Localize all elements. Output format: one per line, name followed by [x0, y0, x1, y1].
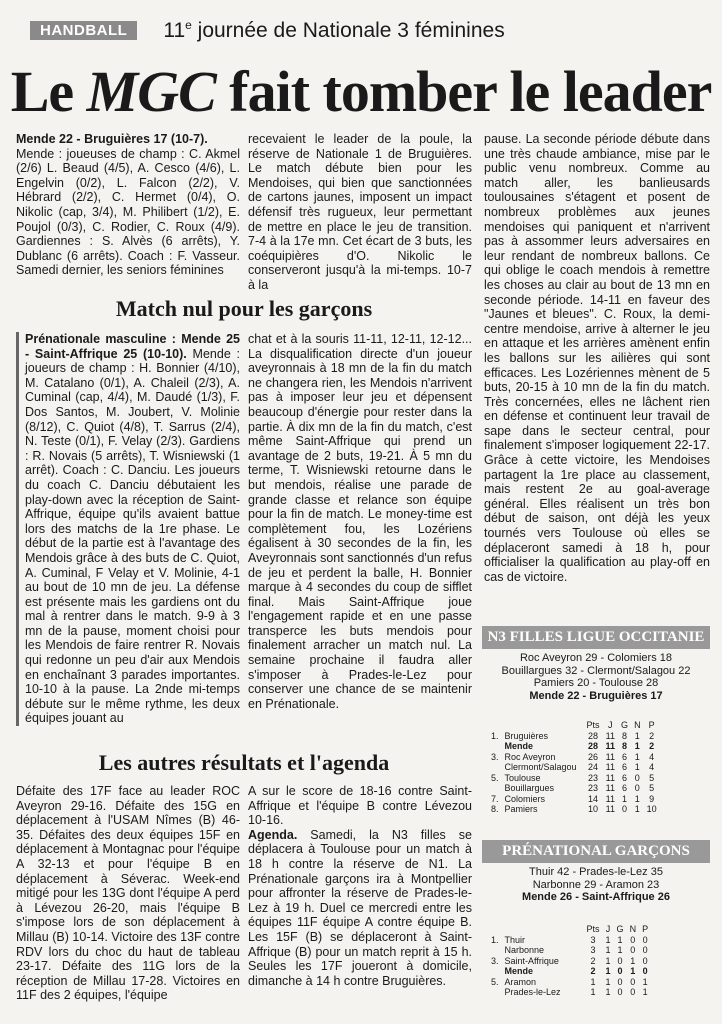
table-cell: 9: [649, 793, 655, 804]
table-cell: 11: [605, 793, 615, 804]
table-cell: 3.: [491, 751, 499, 762]
table-cell: Mende: [504, 741, 534, 751]
table-cell: 0: [617, 966, 623, 976]
agenda-label: Agenda.: [248, 827, 298, 842]
box1-results: [482, 652, 710, 702]
table-cell: 2: [649, 730, 655, 741]
headline-em: MGC: [86, 59, 216, 124]
table-cell: 6: [622, 751, 628, 762]
box1-result: Roc Aveyron 29 - Colomiers 18: [519, 652, 673, 664]
table-cell: 1: [634, 793, 640, 804]
table-cell: 0: [630, 945, 636, 955]
table-cell: 1: [642, 987, 648, 997]
table-cell: [488, 987, 502, 998]
table-cell: 1: [634, 804, 640, 814]
table-cell: 6: [622, 762, 628, 772]
table-cell: 11: [605, 772, 615, 783]
article2-col2: [248, 332, 472, 711]
article2-col1-text: Mende : joueurs de champ : H. Bonnier (4/10), M. Catalano (0/1), A. Chaleil (2/3), A. Cuminal (cap, 4/4), M. Daudé (1/3), F. Dos Santos, M. Joubert, V. Molinie (8/12), C. Quiot (4/8), T. Sarrus (2/4), N. Teste (0/1), F. Velay (2/3). Gardiens : R. Novais (5 arrêts), T. Wisniewski (1 arrêt). Coach : C. Danciu. Les joueurs du coach C. Danciu débutaient les play-down avec la réception de Saint-Affrique, équipe qu'ils avaient battue lors des matchs de la 1re phase. Le début de la partie est à l'avantage des Mendois grâce à des buts de C. Quiot, A. Cuminal, F Velay et V. Molinie, 4-1 au bout de 10 mn de jeu. La défense est présente mais les gardiens ont du mal à rentrer dans le match. 9-9 à 3 mn de la pause, moment choisi pour les Mendois de faire rentrer R. Novais qui redonne un peu d'air aux Mendois en enchaînant 3 parades importantes. 10-10 à la pause. La 2nde mi-temps débute sur le même rythme, les deux équipes jouant au: [25, 346, 241, 726]
table-row: [488, 935, 651, 946]
table-cell: [488, 966, 502, 977]
table-cell: 1: [605, 966, 611, 976]
table-cell: Roc Aveyron: [504, 751, 556, 762]
column-header: N: [629, 924, 637, 934]
table-cell: [488, 783, 502, 794]
table-cell: 0: [634, 772, 640, 783]
box2-highlight: Mende 26 - Saint-Affrique 26: [522, 891, 670, 903]
article2-col2-text: chat et à la souris 11-11, 12-11, 12-12... La disqualification directe d'un joueur aveyronnais à 18 mn de la fin du match ne changera rien, les Mendois n'arrivent pas à imposer leur jeu et dépensent beaucoup d'énergie pour rester dans la partie. À dix mn de la fin du match, c'est même Saint-Affrique qui prend un avantage de 2 buts, 19-21. À 5 mn du terme, T. Wisniewski retourne dans le but mendois, réalise une parade de grande classe et relance son équipe pour la fin de match. Le money-time est complètement fou, les Lozériens égalisent à 30 secondes de la fin, les Aveyronnais sont sanctionnés d'un refus de jeu et perdent la balle, H. Bonnier marque à 4 secondes du coup de sifflet final. Mais Saint-Affrique joue l'engagement rapide et en une passe transperce les buts mendois pour finalement arracher un match nul. La semaine prochaine il faudra aller s'imposer à Prades-le-Lez pour conserver une chance de se maintenir en Prénationale.: [248, 332, 472, 711]
article3-col2b-text: Samedi, la N3 filles se déplacera à Toulouse pour un match à 18 h contre la réserve de N1. La Prénationale garçons ira à Montpellier pour affronter la réserve de Prades-le-Lez à 19 h. Duel ce mercredi entre les équipes 11F équipe A contre équipe B. Les 15F (B) se déplaceront à Saint-Affrique (B) pour un match reprit à 15 h. Seules les 17F joueront à domicile, dimanche à 14 h contre Bruguières.: [248, 827, 472, 988]
article1-col3: [484, 132, 710, 584]
table-cell: 4: [649, 762, 655, 772]
table-cell: 28: [588, 730, 599, 741]
table-row: [488, 731, 660, 742]
box2-standings: [488, 924, 651, 998]
table-cell: 1: [617, 934, 623, 945]
article3-col2a-text: A sur le score de 18-16 contre Saint-Affrique et l'équipe B contre Lévezou 10-16.: [248, 784, 472, 828]
table-cell: 0: [630, 934, 636, 945]
table-cell: Prades-le-Lez: [504, 987, 561, 997]
headline-pre: Le: [10, 59, 87, 124]
article3-col1: [16, 784, 240, 1003]
kicker-number: 11: [163, 19, 186, 42]
column-header: [488, 720, 502, 731]
table-row: [488, 956, 651, 967]
table-cell: 2: [649, 741, 655, 751]
table-cell: 28: [588, 741, 599, 751]
table-cell: Narbonne: [504, 945, 545, 955]
table-cell: [488, 741, 502, 752]
article2-lead: Prénationale masculine : Mende 25 - Saint-Affrique 25 (10-10).: [25, 332, 240, 361]
table-row: [488, 773, 660, 784]
article2-col1: [16, 332, 240, 726]
table-cell: 5.: [491, 772, 499, 783]
table-cell: 1: [605, 934, 611, 945]
table-cell: 2: [590, 955, 596, 966]
table-cell: 5: [649, 772, 655, 783]
table-cell: 0: [617, 955, 623, 966]
column-header: J: [605, 924, 611, 934]
table-cell: Mende: [504, 966, 534, 976]
table-cell: 1: [630, 966, 636, 976]
table-cell: 6: [622, 783, 628, 793]
table-row: [488, 804, 660, 815]
box1-highlight: Mende 22 - Bruguières 17: [529, 689, 663, 702]
table-cell: 23: [588, 772, 599, 783]
table-cell: 2: [590, 966, 596, 976]
column-header: [502, 720, 584, 731]
article1-lead: Mende 22 - Bruguières 17 (10-7).: [16, 132, 208, 146]
table-cell: Bruguières: [504, 730, 549, 741]
column-header: G: [616, 924, 624, 934]
article2-title: Match nul pour les garçons: [115, 296, 373, 321]
table-cell: 1: [605, 976, 611, 987]
article1-col1: [16, 132, 240, 278]
column-header: Pts: [586, 720, 600, 730]
table-cell: 0: [622, 804, 628, 814]
table-cell: 8: [622, 741, 628, 751]
table-cell: 11: [605, 804, 615, 814]
kicker-sup: e: [185, 18, 192, 32]
article3-title: Les autres résultats et l'agenda: [98, 750, 390, 775]
table-cell: 1: [617, 945, 623, 955]
box2-result: Thuir 42 - Prades-le-Lez 35: [529, 866, 663, 878]
table-cell: 1: [590, 976, 596, 987]
table-cell: 11: [605, 783, 615, 793]
headline: [0, 58, 722, 125]
table-cell: 0: [617, 976, 623, 987]
table-cell: 10: [588, 804, 599, 814]
table-cell: 1: [622, 793, 628, 804]
table-cell: 0: [630, 987, 636, 997]
column-header: [502, 924, 584, 935]
table-cell: 3: [590, 934, 596, 945]
table-cell: 26: [588, 751, 599, 762]
table-cell: 1.: [491, 730, 499, 741]
column-header: N: [634, 720, 641, 730]
table-cell: [488, 762, 502, 773]
table-cell: 3.: [491, 955, 499, 966]
table-cell: 0: [634, 783, 640, 793]
table-cell: 24: [588, 762, 599, 772]
table-cell: 1: [630, 955, 636, 966]
table-cell: 1: [634, 751, 640, 762]
box1-result: Pamiers 20 - Toulouse 28: [533, 677, 659, 689]
section-rubric: HANDBALL: [30, 21, 137, 40]
article3-col1-text: Défaite des 17F face au leader ROC Aveyron 29-16. Défaite des 15G en déplacement à l'USAM Nîmes (B) 46-35. Défaites des deux équipes 15F en déplacement à Montagnac pour l'équipe A 32-13 et pour l'équipe B en déplacement à Séverac. Week-end mitigé pour les 13G dont l'équipe A perd à Lévezou 26-20, mais l'équipe B s'impose lors de son déplacement à Millau (B) 10-14. Victoire des 13F contre RDV lors du choc du haut de tableau 23-17. Défaite des 11G lors de la réception de Millau 17-28. Victoires en 11F des 2 équipes, l'équipe: [16, 784, 240, 1003]
table-cell: Bouillargues: [504, 783, 555, 793]
box2-title: PRÉNATIONAL GARÇONS: [482, 840, 710, 863]
table-cell: 8.: [491, 804, 499, 814]
table-cell: 10: [646, 804, 657, 814]
table-cell: Toulouse: [504, 772, 541, 783]
table-cell: Aramon: [504, 976, 537, 987]
table-cell: 5.: [491, 976, 499, 987]
table-row: [488, 794, 660, 805]
table-cell: 11: [605, 762, 615, 772]
table-cell: Saint-Affrique: [504, 955, 559, 966]
table-cell: 5: [649, 783, 655, 793]
table-row: [488, 783, 660, 794]
column-header: Pts: [586, 924, 600, 934]
box1-title: N3 FILLES LIGUE OCCITANIE: [482, 626, 710, 649]
table-cell: Clermont/Salagou: [504, 762, 577, 772]
table-cell: 0: [642, 934, 648, 945]
table-row: [488, 966, 651, 977]
table-cell: 1: [634, 730, 640, 741]
table-row: [488, 987, 651, 998]
headline-post: fait tomber le leader: [215, 59, 712, 124]
table-cell: 1: [634, 762, 640, 772]
table-cell: 4: [649, 751, 655, 762]
table-row: [488, 752, 660, 763]
table-cell: 3: [590, 945, 596, 955]
column-header: [488, 924, 502, 935]
article1-col3-text: pause. La seconde période débute dans une très chaude ambiance, mise par le public venu nombreux. Comme au match aller, les banlieusards toulousaines s'étagent et posent de nombreux problèmes aux jeunes mendoises qui paniquent et n'arrivent pas à assommer leurs adversaires en leur rendant de nombreux ballons. Ce qui oblige le coach mendois à remettre les choses au clair au bout de 13 mn en seconde période. 14-11 en faveur des "Jaunes et bleues". C. Roux, la demi-centre mendoise, arrive à alterner le jeu en attaque et les arrières amènent enfin les ballons sur les ailières qui sont efficaces. Les Lozériennes mènent de 5 buts, 20-15 à 10 mn de la fin du match. Très concernées, elles ne lâchent rien en défense et continuent leur travail de sape dans le secteur central, pour finalement s'imposer logiquement 22-17. Grâce à cette victoire, les Mendoises partagent la 1re place au classement, mais restent 2e au goal-average général. Elles réalisent un très bon début de saison, ont déjà les yeux tournés vers Toulouse où elles se déplaceront samedi à 18 h, pour officialiser la qualification au play-off en cas de victoire.: [484, 132, 710, 584]
table-cell: 14: [588, 793, 599, 804]
article1-col2-text: recevaient le leader de la poule, la réserve de Nationale 1 de Bruguières. Le match débute bien pour les Mendoises, qui bien que sanctionnées de cartons jaunes, imposent un impact défensif très rugueux, leur permettant de mettre en place le jeu de transition. 7-4 à la 17e mn. Cet écart de 3 buts, les coéquipières d'O. Nikolic le conserveront jusqu'à la mi-temps. 10-7 à la: [248, 132, 472, 292]
table-cell: 1: [605, 955, 611, 966]
table-cell: 0: [642, 945, 648, 955]
kicker-text: journée de Nationale 3 féminines: [191, 19, 505, 42]
column-header: P: [642, 924, 649, 934]
box1-header-row: [488, 720, 660, 731]
header-bar: [30, 18, 505, 43]
table-cell: 11: [605, 730, 615, 741]
table-cell: 6: [622, 772, 628, 783]
table-cell: [488, 945, 502, 956]
table-cell: Colomiers: [504, 793, 546, 804]
table-cell: Pamiers: [504, 804, 538, 814]
table-cell: 0: [642, 966, 648, 976]
table-cell: 0: [630, 976, 636, 987]
column-header: G: [621, 720, 629, 730]
table-cell: 11: [605, 741, 616, 751]
box1-standings: [488, 720, 660, 815]
article1-col2: [248, 132, 472, 293]
table-cell: 11: [605, 751, 615, 762]
box1-result: Bouillargues 32 - Clermont/Salagou 22: [501, 664, 691, 677]
box2-header-row: [488, 924, 651, 935]
article3-col2: [248, 784, 472, 988]
table-cell: 1: [605, 987, 611, 997]
table-row: [488, 977, 651, 988]
box2-results: [482, 866, 710, 904]
table-cell: 1.: [491, 934, 499, 945]
box2-result: Narbonne 29 - Aramon 23: [532, 878, 660, 891]
table-cell: 0: [642, 955, 648, 966]
table-cell: 1: [605, 945, 611, 955]
table-cell: 1: [642, 976, 648, 987]
table-cell: Thuir: [504, 934, 526, 945]
table-cell: 1: [590, 987, 596, 997]
kicker: [163, 18, 504, 43]
table-row: [488, 762, 660, 773]
column-header: J: [608, 720, 613, 730]
table-row: [488, 741, 660, 752]
table-cell: 8: [622, 730, 628, 741]
table-cell: 7.: [491, 793, 499, 804]
table-cell: 0: [617, 987, 623, 997]
column-header: P: [648, 720, 655, 730]
table-cell: 1: [634, 741, 640, 751]
article1-col1-text: Mende : joueuses de champ : C. Akmel (2/6) L. Beaud (4/5), A. Cesco (4/6), L. Engelvin (0/2), L. Falcon (2/2), V. Hébrard (2/2), C. Hermet (0/4), O. Nikolic (cap, 3/4), M. Philibert (1/2), E. Poujol (0/3), C. Rodier, C. Roux (4/9). Gardiennes : S. Alvès (6 arrêts), Y. Dublanc (6 arrêts). Coach : F. Vasseur. Samedi dernier, les seniors féminines: [16, 146, 240, 278]
table-row: [488, 945, 651, 956]
table-cell: 23: [588, 783, 599, 793]
